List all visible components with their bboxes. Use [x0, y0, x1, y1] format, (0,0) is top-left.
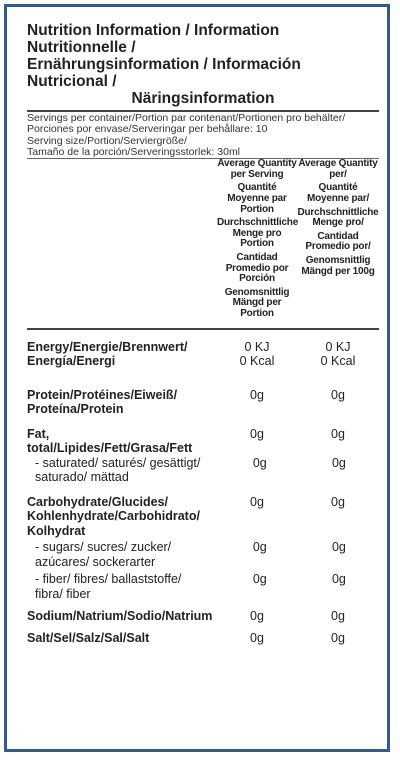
energy-kj-100: 0 KJ: [325, 339, 351, 354]
energy-kcal-serving: 0 Kcal: [239, 354, 275, 368]
fat-serving: 0g: [250, 426, 264, 441]
header-100-sv: Genomsnittlig Mängd per 100g: [301, 254, 375, 277]
protein-label-2: Proteína/Protein: [27, 402, 124, 416]
serving-size-2: Tamaño de la porción/Serveringsstorlek: 30ml: [27, 145, 241, 158]
header-serving-de: Durchschnittliche Menge pro Portion: [217, 217, 299, 250]
nutrient-row-salt: [27, 631, 379, 646]
header-serving-fr: Quantité Moyenne par Portion: [227, 182, 287, 215]
title-line-2: Ernährungsinformation / Información Nutricional /: [27, 56, 301, 90]
nutrient-row-energy-2: [27, 354, 379, 369]
carb-label-3: Kolhydrat: [27, 523, 86, 538]
protein-serving: 0g: [250, 387, 264, 402]
nutrient-row-fiber-2: [27, 587, 379, 602]
header-100-es: Cantidad Promedio por/: [305, 230, 371, 253]
fat-label: Fat, total/Lipides/Fett/Grasa/Fett: [27, 426, 193, 455]
protein-100: 0g: [331, 387, 345, 402]
servings-per-container: Servings per container/Portion par contenant/Portionen pro behälter/: [27, 112, 346, 124]
nutrient-row-carbohydrate: [27, 495, 379, 510]
sodium-label: Sodium/Natrium/Sodio/Natrium: [27, 609, 213, 623]
sodium-100: 0g: [331, 609, 345, 623]
column-header: [27, 159, 379, 322]
energy-kj-serving: 0 KJ: [244, 339, 270, 354]
salt-label: Salt/Sel/Salz/Sal/Salt: [27, 630, 150, 645]
header-divider: [27, 328, 379, 330]
sugars-100: 0g: [331, 540, 346, 554]
fiber-serving: 0g: [252, 572, 267, 586]
title-line-3: Näringsinformation: [131, 90, 275, 107]
title-line-1: Nutrition Information / Information Nutritionnelle /: [27, 22, 280, 56]
energy-kcal-100: 0 Kcal: [320, 354, 356, 368]
sodium-serving: 0g: [250, 609, 264, 623]
header-100-de: Durchschnittliche Menge pro/: [297, 206, 379, 229]
carb-label-2: Kohlenhydrate/Carbohidrato/: [27, 509, 200, 523]
saturated-100: 0g: [331, 455, 346, 470]
header-serving-es: Cantidad Promedio por Porción: [225, 251, 289, 285]
header-100-fr: Quantité Moyenne par/: [306, 182, 370, 204]
carb-100: 0g: [331, 494, 345, 509]
nutrient-row-sugars-2: [27, 555, 379, 570]
nutrient-row-fiber: [27, 572, 379, 587]
energy-label-1: Energy/Energie/Brennwert/: [27, 339, 188, 354]
fiber-label-2: fibra/ fiber: [35, 586, 91, 601]
nutrient-row-saturated: [27, 456, 379, 471]
serving-size: Serving size/Portion/Serviergröße/: [27, 134, 187, 147]
label-frame: [4, 4, 390, 752]
servings-info: [27, 113, 379, 158]
fiber-label-1: - fiber/ fibres/ ballaststoffe/: [35, 572, 182, 586]
nutrient-row-saturated-2: [27, 470, 379, 485]
fiber-100: 0g: [331, 572, 346, 586]
nutrient-row-sodium: [27, 609, 379, 624]
energy-label-2: Energía/Energi: [27, 354, 116, 368]
fat-100: 0g: [331, 426, 345, 441]
saturated-label-1: - saturated/ saturés/ gesättigt/: [35, 455, 201, 470]
header-serving-en: Average Quantity per Serving: [217, 158, 297, 180]
sugars-label-1: - sugars/ sucres/ zucker/: [35, 540, 172, 554]
header-per-serving: [217, 159, 297, 322]
nutrient-row-sugars: [27, 540, 379, 555]
saturated-label-2: saturado/ mättad: [35, 470, 129, 484]
protein-label-1: Protein/Protéines/Eiweiß/: [27, 387, 178, 402]
label-title: [27, 22, 379, 107]
servings-per-container-2: Porciones por envase/Serveringar per behållare: 10: [27, 123, 268, 136]
nutrient-row-fat: [27, 427, 379, 456]
salt-serving: 0g: [250, 630, 264, 645]
saturated-serving: 0g: [252, 455, 267, 470]
carb-label-1: Carbohydrate/Glucides/: [27, 494, 169, 509]
salt-100: 0g: [331, 630, 345, 645]
nutrient-row-carbohydrate-2: [27, 509, 379, 524]
nutrient-row-energy: [27, 340, 379, 355]
carb-serving: 0g: [250, 494, 264, 509]
header-per-100: [297, 159, 379, 322]
header-100-en: Average Quantity per/: [298, 158, 378, 180]
header-serving-sv: Genomsnittlig Mängd per Portion: [224, 286, 290, 319]
sugars-serving: 0g: [252, 540, 267, 554]
nutrition-label: [27, 22, 379, 645]
nutrient-row-protein-2: [27, 402, 379, 417]
nutrient-row-carbohydrate-3: [27, 524, 379, 539]
sugars-label-2: azúcares/ sockerarter: [35, 554, 156, 569]
nutrient-row-protein: [27, 388, 379, 403]
